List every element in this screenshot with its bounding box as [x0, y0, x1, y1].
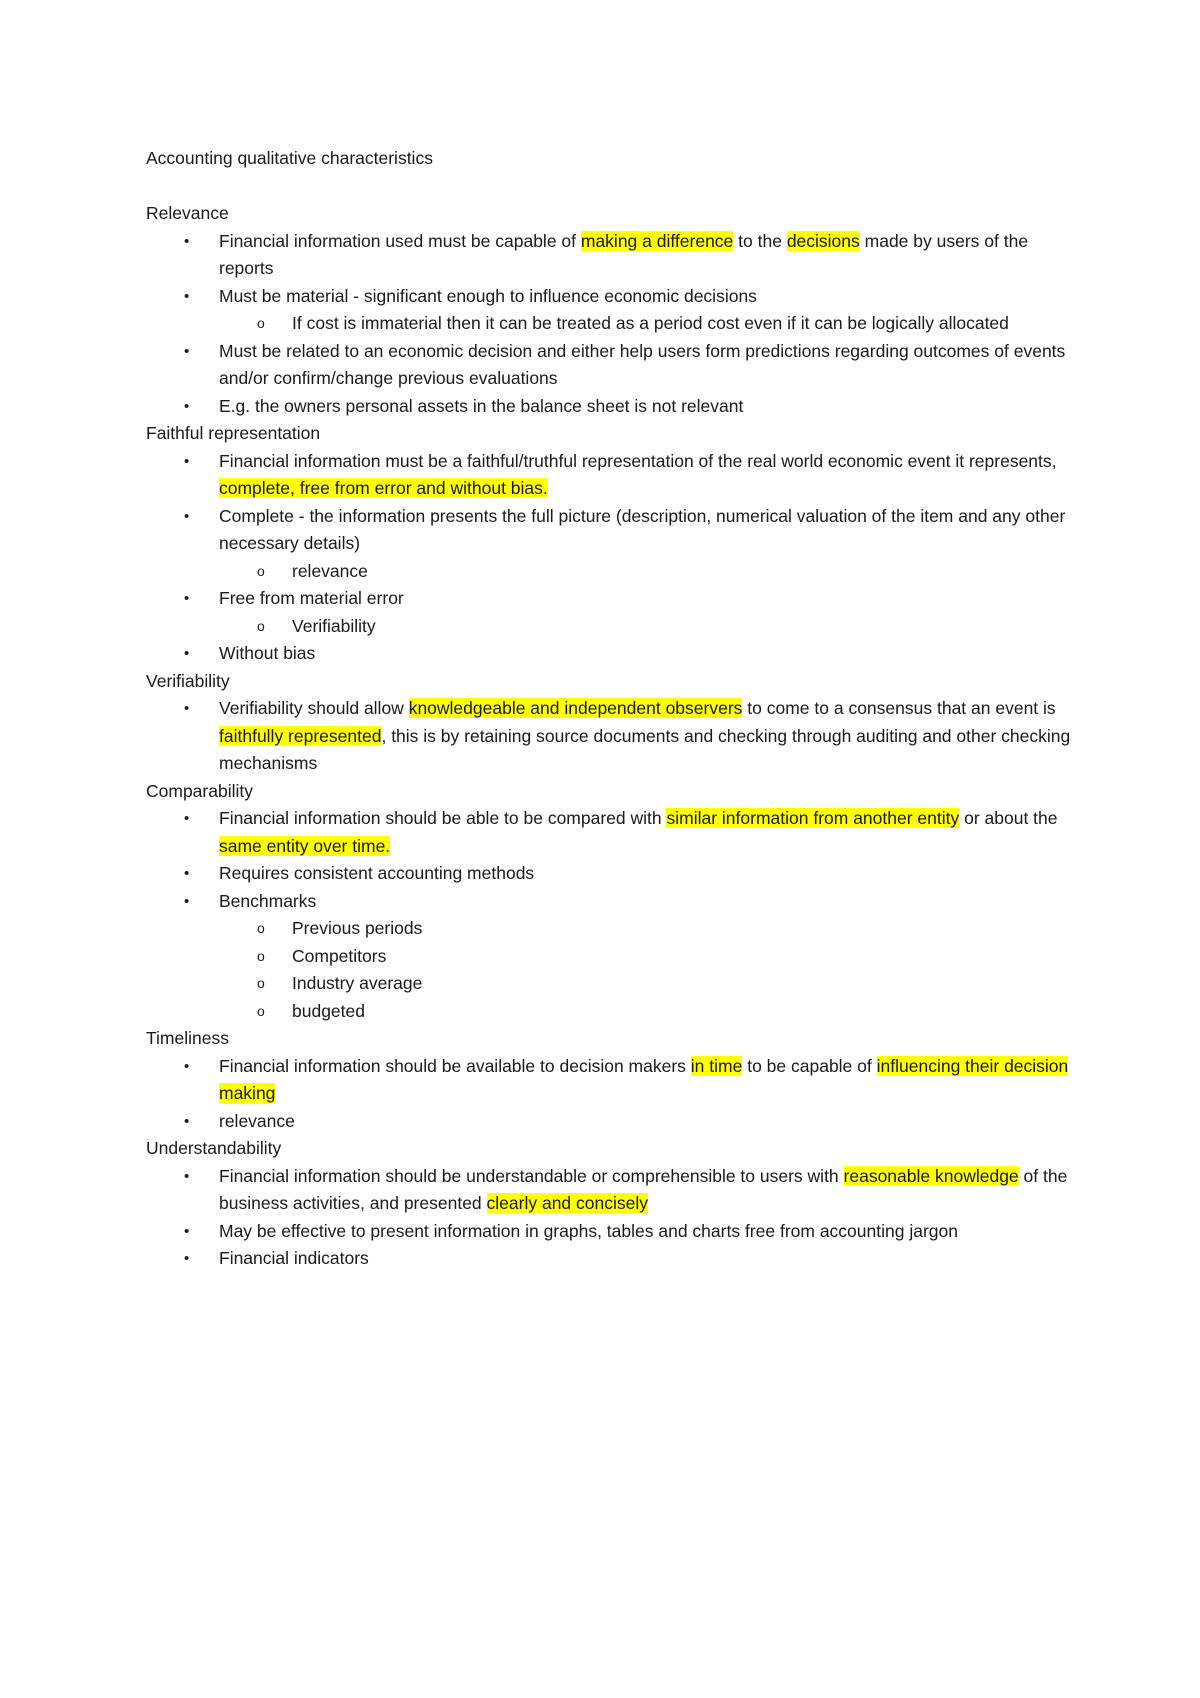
- list-item-content: [219, 1221, 958, 1241]
- section: [146, 668, 1076, 778]
- list-item: [146, 393, 1076, 421]
- list-item-content: [219, 588, 404, 608]
- list-item-content: [292, 973, 422, 993]
- sub-bullet-icon: o: [257, 1002, 265, 1019]
- item-text: Financial information used must be capable of: [219, 230, 581, 251]
- list-item: [146, 640, 1076, 668]
- bullet-icon: •: [184, 810, 190, 827]
- list-item-content: [219, 286, 757, 306]
- bullet-icon: •: [184, 507, 190, 525]
- item-text: Financial information must be a faithful/truthful representation of the real world economic event it represents,: [219, 450, 1057, 471]
- list-item: [146, 695, 1076, 778]
- section-heading: Understandability: [146, 1138, 282, 1158]
- list-item-content: [292, 918, 422, 938]
- bullet-list: [146, 1163, 1076, 1273]
- sub-list-item: [219, 943, 1076, 971]
- sub-list-item: [219, 998, 1076, 1026]
- section: [146, 1135, 1076, 1273]
- bullet-icon: •: [184, 397, 190, 415]
- document-body: [146, 145, 1076, 1273]
- list-item: [146, 1245, 1076, 1273]
- bullet-icon: •: [184, 1167, 190, 1185]
- section-heading: Verifiability: [146, 670, 230, 691]
- list-item-content: [219, 506, 1065, 554]
- list-item: [146, 338, 1076, 393]
- highlighted-text: clearly and concisely: [486, 1193, 648, 1213]
- section: [146, 1025, 1076, 1135]
- highlighted-text: knowledgeable and independent observers: [408, 698, 743, 718]
- list-item: [146, 585, 1076, 640]
- highlighted-text: similar information from another entity: [666, 808, 960, 828]
- item-text: Competitors: [292, 945, 387, 966]
- list-item-content: [219, 643, 315, 663]
- bullet-list: [146, 695, 1076, 778]
- highlighted-text: faithfully represented: [219, 725, 382, 746]
- highlighted-text: making a difference: [580, 230, 734, 251]
- section: [146, 420, 1076, 668]
- section: [146, 778, 1076, 1026]
- bullet-list: [146, 1053, 1076, 1136]
- list-item-content: [219, 1166, 1067, 1214]
- item-text: Must be related to an economic decision and either help users form predictions regarding outcomes of events and/or confirm/change previous evaluations: [219, 340, 1066, 388]
- item-text: May be effective to present information in graphs, tables and charts free from accounting jargon: [219, 1220, 958, 1241]
- item-text: Previous periods: [292, 918, 423, 938]
- item-text: to come to a consensus that an event is: [742, 698, 1056, 718]
- list-item: [146, 805, 1076, 860]
- list-item-content: [292, 561, 368, 581]
- list-item: [146, 860, 1076, 888]
- list-item: [146, 1108, 1076, 1136]
- list-item-content: [292, 313, 1009, 333]
- bullet-icon: •: [184, 342, 190, 360]
- list-item: [146, 888, 1076, 1026]
- list-item-content: [219, 451, 1057, 499]
- item-text: Must be material - significant enough to influence economic decisions: [219, 285, 757, 306]
- list-item: [146, 1163, 1076, 1218]
- list-item-content: [219, 808, 1058, 856]
- item-text: of the business activities, and presented: [219, 1165, 1068, 1213]
- bullet-icon: •: [184, 452, 190, 470]
- list-item-content: [292, 946, 386, 966]
- item-text: If cost is immaterial then it can be treated as a period cost even if it can be logically allocated: [292, 313, 1009, 333]
- bullet-icon: •: [184, 1112, 190, 1130]
- list-item-content: [292, 616, 376, 636]
- sub-bullet-icon: o: [257, 315, 265, 331]
- item-text: Requires consistent accounting methods: [219, 863, 535, 883]
- bullet-icon: •: [184, 590, 190, 607]
- highlighted-text: decisions: [786, 230, 860, 251]
- document-title: Accounting qualitative characteristics: [146, 148, 433, 168]
- item-text: Complete - the information presents the full picture (description, numerical valuation of the item and any other necessary details): [219, 505, 1066, 553]
- item-text: or about the: [959, 808, 1058, 828]
- list-item: [146, 503, 1076, 586]
- section-heading: Comparability: [146, 780, 253, 801]
- list-item-content: [219, 698, 1070, 773]
- item-text: relevance: [219, 1110, 295, 1131]
- list-item: [146, 448, 1076, 503]
- list-item: [146, 1218, 1076, 1246]
- item-text: relevance: [292, 560, 368, 581]
- item-text: Verifiability: [292, 615, 376, 636]
- list-item-content: [219, 1248, 369, 1268]
- list-item-content: [219, 341, 1065, 389]
- sub-list: [219, 310, 1076, 338]
- list-item-content: [219, 1056, 1068, 1104]
- list-item-content: [292, 1001, 365, 1021]
- bullet-icon: •: [184, 1222, 190, 1240]
- list-item: [146, 1053, 1076, 1108]
- item-text: Financial information should be understandable or comprehensible to users with: [219, 1165, 844, 1186]
- highlighted-text: reasonable knowledge: [843, 1165, 1019, 1186]
- section: [146, 200, 1076, 420]
- highlighted-text: influencing their decision making: [219, 1055, 1069, 1103]
- bullet-icon: •: [184, 865, 190, 882]
- sub-list-item: [219, 310, 1076, 338]
- bullet-icon: •: [184, 1057, 190, 1075]
- item-text: Without bias: [219, 643, 316, 663]
- highlighted-text: in time: [690, 1055, 743, 1076]
- bullet-list: [146, 448, 1076, 668]
- sub-list-item: [219, 613, 1076, 641]
- bullet-icon: •: [184, 892, 190, 910]
- item-text: to the: [733, 230, 787, 251]
- sub-bullet-icon: o: [257, 562, 265, 579]
- item-text: Benchmarks: [219, 890, 317, 911]
- sub-list: [219, 915, 1076, 1025]
- item-text: Industry average: [292, 973, 423, 993]
- item-text: budgeted: [292, 1000, 365, 1021]
- item-text: made by users of the reports: [219, 230, 1029, 278]
- item-text: Free from material error: [219, 588, 404, 608]
- sub-list-item: [219, 915, 1076, 943]
- sub-list-item: [219, 970, 1076, 998]
- list-item-content: [219, 1111, 295, 1131]
- section-heading: Relevance: [146, 203, 229, 223]
- bullet-icon: •: [184, 1250, 190, 1267]
- item-text: , this is by retaining source documents and checking through auditing and other checking mechanisms: [219, 725, 1071, 773]
- sub-list: [219, 613, 1076, 641]
- sub-list: [219, 558, 1076, 586]
- sub-bullet-icon: o: [257, 920, 265, 936]
- highlighted-text: same entity over time.: [219, 835, 391, 856]
- item-text: Financial information should be able to be compared with: [219, 808, 667, 828]
- bullet-icon: •: [184, 232, 190, 250]
- item-text: E.g. the owners personal assets in the balance sheet is not relevant: [219, 395, 744, 416]
- list-item: [146, 228, 1076, 283]
- sub-bullet-icon: o: [257, 947, 265, 964]
- bullet-list: [146, 805, 1076, 1025]
- list-item: [146, 283, 1076, 338]
- list-item-content: [219, 231, 1028, 279]
- item-text: to be capable of: [742, 1055, 877, 1076]
- bullet-list: [146, 228, 1076, 421]
- sub-list-item: [219, 558, 1076, 586]
- list-item-content: [219, 863, 534, 883]
- section-heading: Timeliness: [146, 1028, 229, 1048]
- sub-bullet-icon: o: [257, 975, 265, 991]
- sub-bullet-icon: o: [257, 617, 265, 634]
- item-text: Verifiability should allow: [219, 698, 409, 718]
- section-heading: Faithful representation: [146, 423, 321, 443]
- bullet-icon: •: [184, 700, 190, 717]
- highlighted-text: complete, free from error and without bias.: [219, 478, 548, 498]
- bullet-icon: •: [184, 645, 190, 662]
- bullet-icon: •: [184, 287, 190, 305]
- sections-container: [146, 200, 1076, 1273]
- item-text: Financial information should be available to decision makers: [219, 1055, 691, 1076]
- list-item-content: [219, 891, 316, 911]
- list-item-content: [219, 396, 743, 416]
- item-text: Financial indicators: [219, 1248, 369, 1268]
